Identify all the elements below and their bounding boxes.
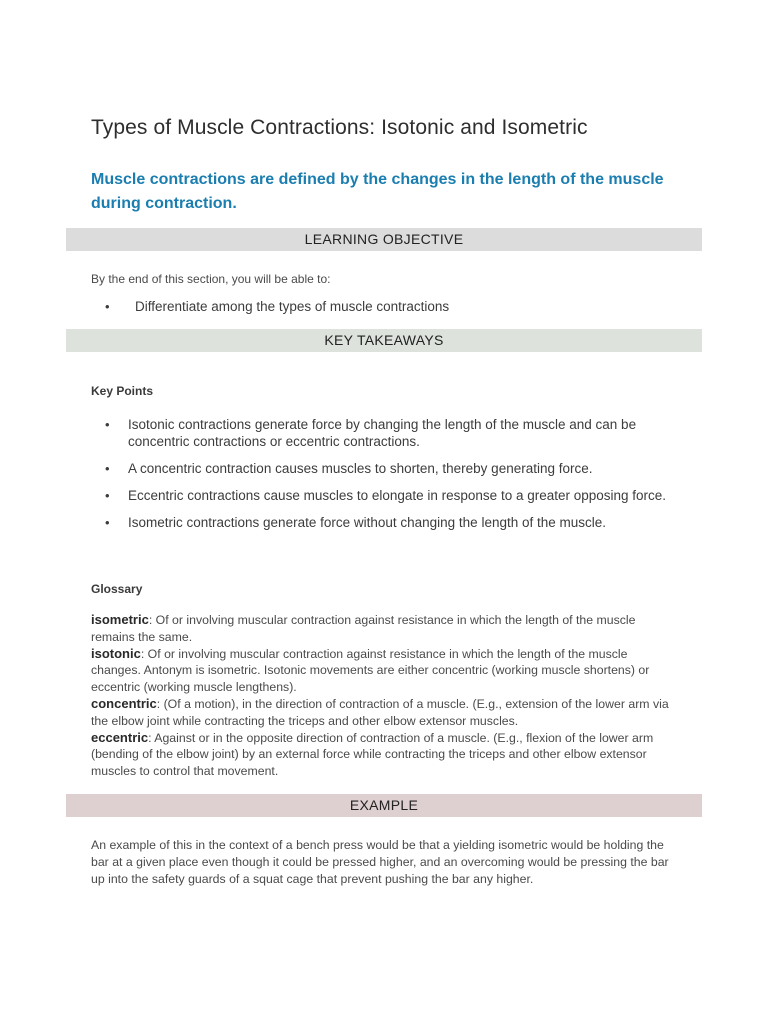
bullet-icon: • [105,488,110,503]
glossary-definition: : Of or involving muscular contraction against resistance in which the length of the muscle changes. Antonym is isometric. Isotonic movements are either concentric (working muscle shortens) or eccentric (working muscle lengthens). [91,646,650,695]
objective-intro: By the end of this section, you will be able to: [91,272,331,286]
glossary [91,612,671,780]
objective-item-text: Differentiate among the types of muscle contractions [135,299,450,314]
glossary-entry [91,696,671,730]
glossary-term: isotonic [91,645,141,661]
list-item [91,460,691,477]
glossary-term: concentric [91,695,157,711]
glossary-label: Glossary [91,582,143,596]
glossary-entry [91,646,671,696]
key-points-label: Key Points [91,384,154,398]
bullet-icon: • [105,299,110,314]
glossary-term: isometric [91,612,149,627]
list-item [91,514,691,531]
glossary-definition: : Against or in the opposite direction of contraction of a muscle. (E.g., flexion of the lower arm (bending of the elbow joint) by an external force while contracting the triceps and other elbow extensor muscles to control that movement. [91,730,654,779]
key-points-list [91,416,691,541]
bullet-icon: • [105,461,110,476]
example-heading: EXAMPLE [66,794,702,817]
page-title: Types of Muscle Contractions: Isotonic and Isometric [91,116,588,139]
key-takeaways-heading: KEY TAKEAWAYS [66,329,702,352]
list-item [91,487,691,504]
list-item [91,416,691,450]
glossary-definition: : Of or involving muscular contraction against resistance in which the length of the muscle remains the same. [91,613,636,644]
key-point-text: A concentric contraction causes muscles to shorten, thereby generating force. [128,461,593,476]
glossary-definition: : (Of a motion), in the direction of contraction of a muscle. (E.g., extension of the lower arm via the elbow joint while contracting the triceps and other elbow extensor muscles. [91,696,669,728]
glossary-entry [91,612,671,646]
bullet-icon: • [105,515,110,530]
list-item [91,298,691,315]
example-text: An example of this in the context of a bench press would be that a yielding isometric would be holding the bar at a given place even though it could be pressed higher, and an overcoming would be pressing the bar up into the safety guards of a squat cage that prevent pushing the bar any higher. [91,838,669,886]
learning-objective-heading: LEARNING OBJECTIVE [66,228,702,251]
key-point-text: Eccentric contractions cause muscles to elongate in response to a greater opposing force. [128,488,667,503]
key-point-text: Isotonic contractions generate force by changing the length of the muscle and can be concentric contractions or eccentric contractions. [128,417,637,449]
page-subtitle: Muscle contractions are defined by the changes in the length of the muscle during contraction. [91,171,664,212]
objective-list [91,298,691,315]
bullet-icon: • [105,417,110,432]
glossary-term: eccentric [91,729,149,745]
key-point-text: Isometric contractions generate force without changing the length of the muscle. [128,515,607,530]
glossary-entry [91,730,671,780]
